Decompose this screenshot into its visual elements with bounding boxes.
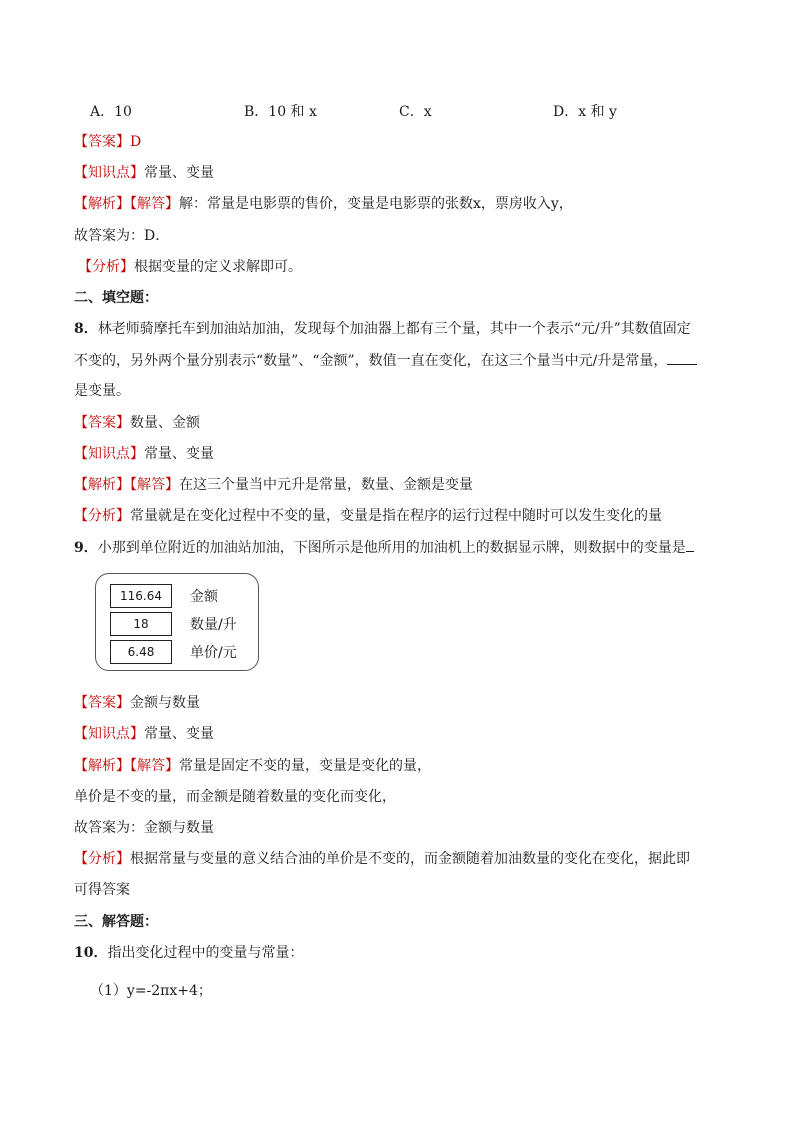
jieda-text: 解：常量是电影票的售价，变量是电影票的张数x，票房收入y，	[179, 196, 573, 212]
answer-text: D	[130, 134, 142, 150]
q8-fenxi	[74, 506, 662, 526]
q9-fenxi-2: 可得答案	[74, 882, 130, 898]
q8-analysis	[74, 475, 473, 495]
fenxi-text: 常量就是在变化过程中不变的量，变量是指在程序的运行过程中随时可以发生变化的量	[130, 508, 662, 524]
stem-text: 林老师骑摩托车到加油站加油，发现每个加油器上都有三个量，其中一个表示“元/升”其数值固定	[97, 321, 691, 337]
jiexi-tag: 【解析】	[74, 477, 130, 493]
knowledge-text: 常量、变量	[144, 446, 214, 462]
q9-knowledge	[74, 724, 214, 744]
answer-text: 金额与数量	[130, 695, 200, 711]
knowledge-tag: 【知识点】	[74, 165, 144, 181]
option-a: A．10	[90, 104, 132, 120]
jieda-tag: 【解答】	[130, 758, 179, 774]
q7-answer	[74, 132, 141, 152]
fenxi-tag: 【分析】	[74, 508, 130, 524]
option-c: C．x	[399, 104, 432, 120]
q9-stem	[74, 537, 694, 558]
section-heading-answer: 三、解答题：	[74, 914, 158, 930]
fenxi-text: 根据常量与变量的意义结合油的单价是不变的，而金额随着加油数量的变化在变化，据此即	[130, 851, 690, 867]
answer-tag: 【答案】	[74, 134, 130, 150]
q10-sub-1: （1）y=-2πx+4；	[90, 983, 212, 999]
question-number: 8．	[74, 321, 98, 337]
knowledge-tag: 【知识点】	[74, 726, 144, 742]
fill-blank	[667, 350, 697, 365]
stem-text: 指出变化过程中的变量与常量：	[107, 945, 304, 961]
fenxi-tag: 【分析】	[78, 259, 134, 275]
fill-blank	[686, 537, 694, 552]
option-d: D．x 和 y	[553, 104, 617, 120]
jiexi-tag: 【解析】	[74, 196, 130, 212]
answer-tag: 【答案】	[74, 415, 130, 431]
q9-analysis	[74, 756, 431, 776]
jieda-text: 常量是固定不变的量，变量是变化的量，	[179, 758, 431, 774]
q9-analysis-2: 单价是不变的量，而金额是随着数量的变化而变化，	[74, 789, 396, 805]
q9-conclusion: 故答案为：金额与数量	[74, 820, 214, 836]
display-value: 18	[110, 612, 172, 636]
fuel-pump-display	[95, 573, 259, 671]
q7-analysis	[74, 194, 573, 214]
jiexi-tag: 【解析】	[74, 758, 130, 774]
jieda-text: 在这三个量当中元升是常量，数量、金额是变量	[179, 477, 473, 493]
section-heading-fill: 二、填空题：	[74, 290, 158, 306]
knowledge-text: 常量、变量	[144, 165, 214, 181]
jieda-tag: 【解答】	[130, 477, 179, 493]
display-value: 6.48	[110, 640, 172, 664]
q8-knowledge	[74, 444, 214, 464]
display-label: 单价/元	[190, 645, 237, 661]
answer-text: 数量、金额	[130, 415, 200, 431]
option-b: B．10 和 x	[244, 104, 317, 120]
question-number: 9．	[74, 540, 98, 556]
knowledge-tag: 【知识点】	[74, 446, 144, 462]
q8-stem-3: 是变量。	[74, 383, 130, 399]
question-number: 10．	[74, 945, 108, 961]
q8-answer	[74, 413, 200, 433]
q8-stem-1	[74, 319, 691, 339]
stem-text: 不变的，另外两个量分别表示“数量”、“金额”，数值一直在变化，在这三个量当中元/升是常量，	[74, 353, 668, 369]
q10-stem	[74, 943, 303, 963]
fenxi-text: 根据变量的定义求解即可。	[134, 259, 302, 275]
display-value: 116.64	[110, 584, 172, 608]
q7-conclusion: 故答案为：D．	[74, 228, 170, 244]
display-label: 数量/升	[190, 617, 237, 633]
knowledge-text: 常量、变量	[144, 726, 214, 742]
answer-tag: 【答案】	[74, 695, 130, 711]
q7-knowledge	[74, 163, 214, 183]
jieda-tag: 【解答】	[130, 196, 179, 212]
display-label: 金额	[190, 589, 218, 605]
stem-text: 小那到单位附近的加油站加油，下图所示是他所用的加油机上的数据显示牌，则数据中的变量是	[97, 540, 686, 556]
q7-fenxi	[78, 257, 302, 277]
q9-answer	[74, 693, 200, 713]
fenxi-tag: 【分析】	[74, 851, 130, 867]
q9-fenxi	[74, 849, 690, 869]
q8-stem-2	[74, 350, 697, 371]
